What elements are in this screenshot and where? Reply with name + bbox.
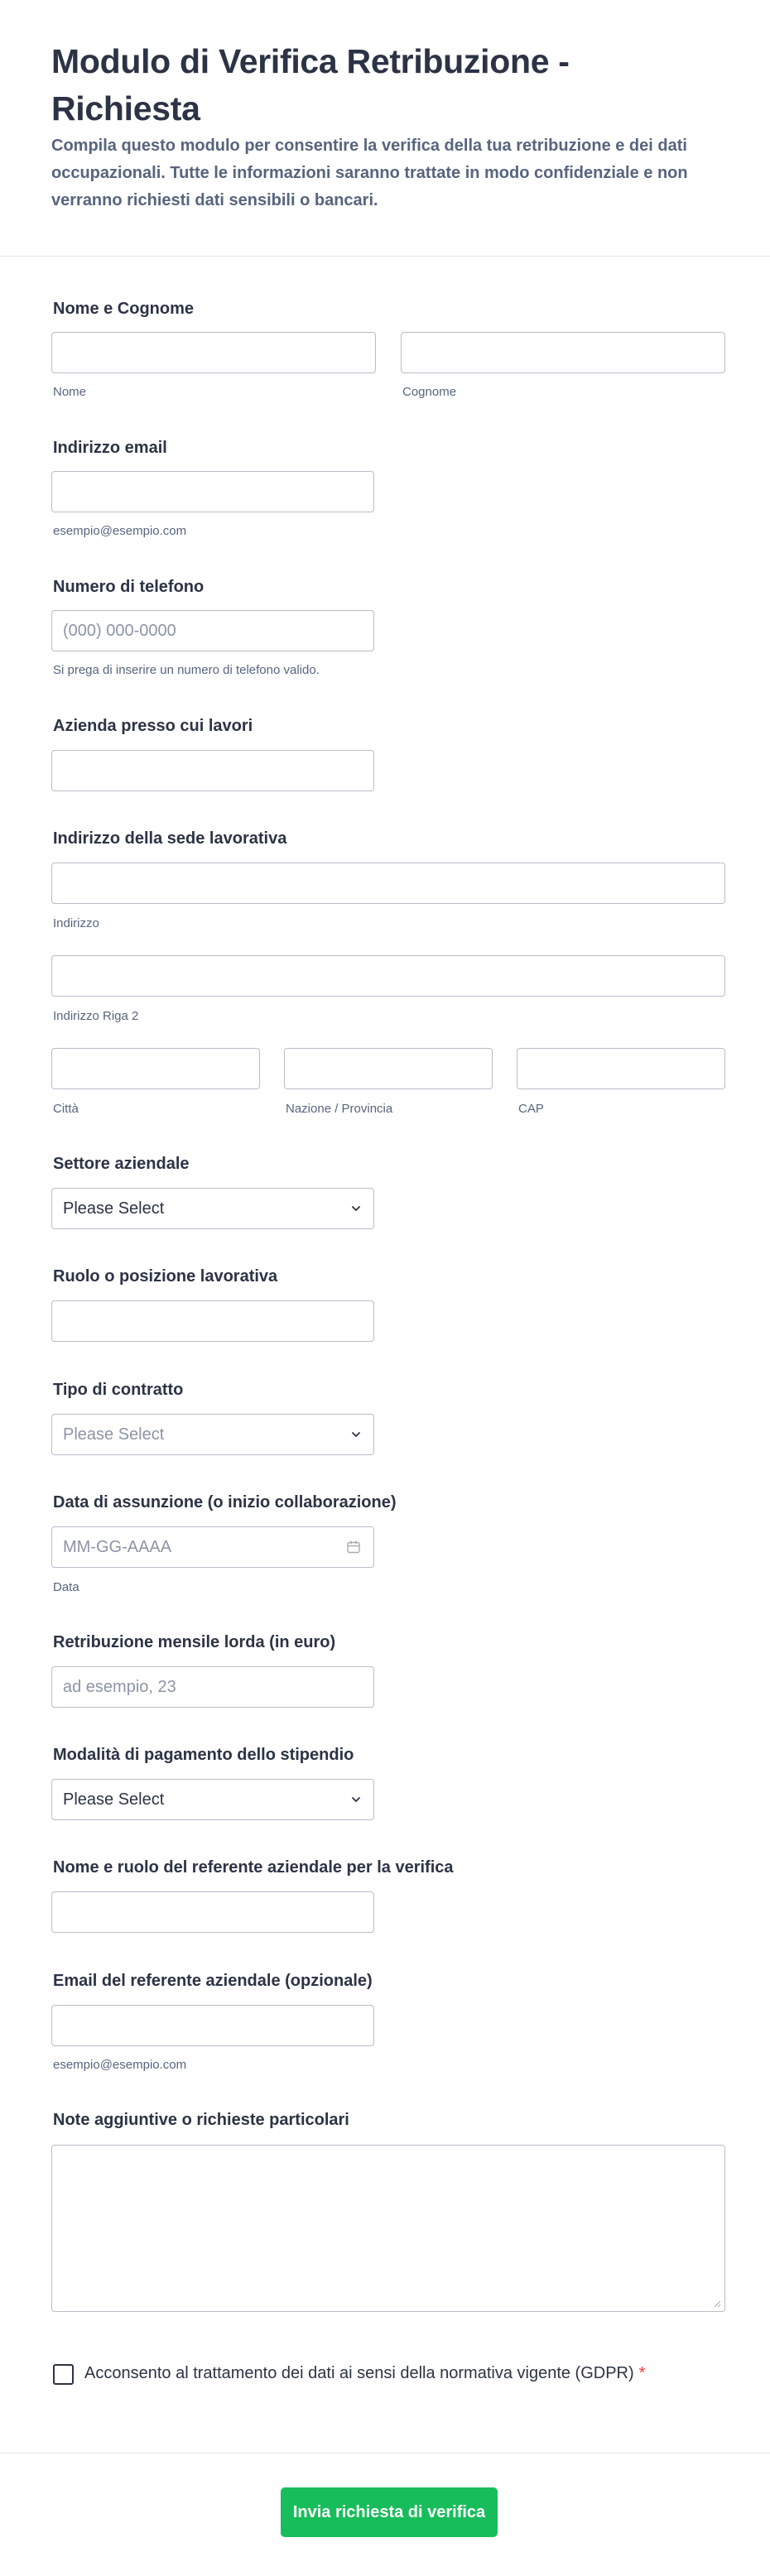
last-name-input[interactable] — [401, 332, 725, 373]
first-name-sublabel: Nome — [53, 385, 87, 399]
referent-email-input[interactable] — [51, 2005, 374, 2046]
hire-date-sublabel: Data — [53, 1580, 79, 1594]
sector-label: Settore aziendale — [53, 1155, 190, 1173]
state-sublabel: Nazione / Provincia — [286, 1102, 393, 1116]
contract-label: Tipo di contratto — [53, 1381, 184, 1399]
sector-select-value: Please Select — [63, 1199, 165, 1218]
state-input[interactable] — [284, 1048, 493, 1089]
chevron-down-icon — [350, 1429, 362, 1440]
submit-button[interactable]: Invia richiesta di verifica — [281, 2487, 498, 2537]
page-title: Modulo di Verifica Retribuzione - Richiesta — [51, 42, 570, 127]
hire-date-label: Data di assunzione (o inizio collaborazione) — [53, 1493, 397, 1511]
address-line1-input[interactable] — [51, 863, 725, 904]
sector-select[interactable] — [51, 1188, 374, 1229]
phone-label: Numero di telefono — [53, 578, 205, 596]
role-label: Ruolo o posizione lavorativa — [53, 1267, 278, 1286]
chevron-down-icon — [350, 1203, 362, 1214]
consent-text: Acconsento al trattamento dei dati ai sensi della normativa vigente (GDPR) — [84, 2364, 634, 2382]
city-input[interactable] — [51, 1048, 260, 1089]
resize-handle-icon[interactable] — [713, 2300, 721, 2308]
role-input[interactable] — [51, 1300, 374, 1342]
zip-input[interactable] — [517, 1048, 725, 1089]
phone-sublabel: Si prega di inserire un numero di telefono valido. — [53, 663, 320, 677]
page-subtitle: Compila questo modulo per consentire la verifica della tua retribuzione e dei dati occupazionali. Tutte le informazioni saranno trattate in modo confidenziale e non verranno richiesti dati sensibili o bancari. — [51, 137, 688, 209]
name-label: Nome e Cognome — [53, 300, 195, 318]
referent-label: Nome e ruolo del referente aziendale per la verifica — [53, 1858, 454, 1877]
payment-label: Modalità di pagamento dello stipendio — [53, 1746, 354, 1764]
salary-label: Retribuzione mensile lorda (in euro) — [53, 1633, 336, 1651]
chevron-down-icon — [350, 1794, 362, 1805]
notes-label: Note aggiuntive o richieste particolari — [53, 2111, 349, 2129]
payment-select[interactable] — [51, 1779, 374, 1820]
notes-textarea[interactable] — [51, 2145, 725, 2312]
contract-select[interactable] — [51, 1414, 374, 1455]
email-sublabel: esempio@esempio.com — [53, 524, 187, 538]
referent-email-sublabel: esempio@esempio.com — [53, 2058, 187, 2072]
payment-select-value: Please Select — [63, 1790, 165, 1809]
consent-label — [53, 2362, 649, 2385]
hire-date-placeholder: MM-GG-AAAA — [63, 1537, 172, 1556]
header-divider — [0, 256, 770, 257]
first-name-input[interactable] — [51, 332, 376, 373]
referent-email-label: Email del referente aziendale (opzionale) — [53, 1972, 373, 1990]
last-name-sublabel: Cognome — [402, 385, 457, 399]
address-line2-input[interactable] — [51, 955, 725, 997]
form-header — [51, 38, 714, 214]
address-line2-sublabel: Indirizzo Riga 2 — [53, 1009, 139, 1023]
required-mark: * — [638, 2364, 646, 2382]
phone-input[interactable]: (000) 000-0000 — [51, 610, 374, 651]
email-input[interactable] — [51, 471, 374, 512]
address-line1-sublabel: Indirizzo — [53, 916, 99, 930]
salary-input[interactable]: ad esempio, 23 — [51, 1666, 374, 1708]
city-sublabel: Città — [53, 1102, 79, 1116]
company-label: Azienda presso cui lavori — [53, 717, 253, 735]
zip-sublabel: CAP — [518, 1102, 544, 1116]
hire-date-input[interactable] — [51, 1526, 374, 1568]
company-input[interactable] — [51, 750, 374, 791]
contract-select-placeholder: Please Select — [63, 1425, 165, 1444]
calendar-icon[interactable] — [345, 1539, 362, 1555]
address-label: Indirizzo della sede lavorativa — [53, 829, 287, 848]
referent-input[interactable] — [51, 1891, 374, 1933]
email-label: Indirizzo email — [53, 439, 167, 457]
